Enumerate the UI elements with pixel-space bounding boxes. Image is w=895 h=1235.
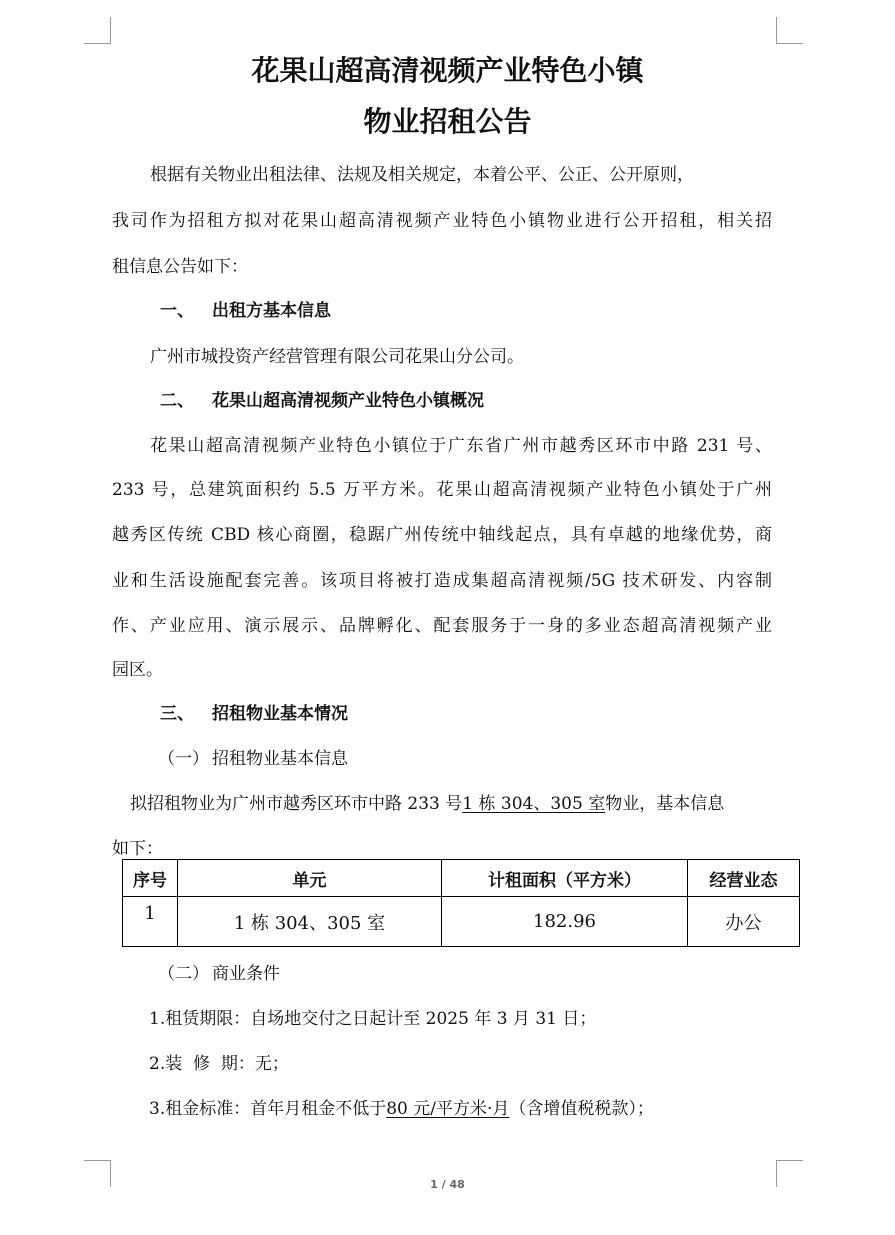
intro-line-3: 租信息公告如下： — [112, 257, 248, 277]
section-2-title: 花果山超高清视频产业特色小镇概况 — [212, 391, 484, 411]
section-2-number: 二、 — [160, 391, 194, 411]
property-desc-line-2: 如下： — [112, 839, 163, 859]
cell-area: 182.96 — [442, 897, 688, 947]
crop-mark-top-left — [84, 17, 111, 44]
cell-unit: 1 栋 304、305 室 — [178, 897, 442, 947]
term-item-renovation: 2.装 修 期：无； — [149, 1054, 289, 1074]
header-area: 计租面积（平方米） — [442, 860, 688, 897]
intro-line-1: 根据有关物业出租法律、法规及相关规定，本着公平、公正、公开原则， — [150, 165, 694, 185]
subsection-1-title: 招租物业基本信息 — [212, 749, 348, 769]
section-2-line-5: 作、产业应用、演示展示、品牌孵化、配套服务于一身的多业态超高清视频产业 — [112, 616, 772, 636]
subsection-1-number: （一） — [158, 749, 209, 769]
subsection-2-title: 商业条件 — [212, 964, 280, 984]
page-number: 1 / 48 — [430, 1178, 465, 1191]
cell-business-type: 办公 — [688, 897, 800, 947]
section-1-heading — [160, 296, 331, 321]
section-2-heading — [160, 386, 484, 411]
property-unit-underlined: 1 栋 304、305 室 — [462, 794, 606, 814]
section-1-number: 一、 — [160, 301, 194, 321]
property-desc-suffix: 物业，基本信息 — [605, 794, 725, 814]
section-2-line-4: 业和生活设施配套完善。该项目将被打造成集超高清视频/5G 技术研发、内容制 — [112, 571, 772, 591]
section-3-number: 三、 — [160, 704, 194, 724]
subsection-2-heading — [158, 959, 280, 984]
table-row — [123, 897, 800, 947]
term-item-rent — [149, 1094, 654, 1119]
rent-suffix: （含增值税税款）； — [509, 1099, 654, 1119]
section-2-line-2: 233 号，总建筑面积约 5.5 万平方米。花果山超高清视频产业特色小镇处于广州 — [112, 480, 772, 500]
subsection-2-number: （二） — [158, 964, 209, 984]
property-description — [130, 789, 724, 814]
section-2-line-1: 花果山超高清视频产业特色小镇位于广东省广州市越秀区环市中路 231 号、 — [150, 436, 772, 456]
property-info-table — [122, 859, 800, 947]
section-1-body: 广州市城投资产经营管理有限公司花果山分公司。 — [150, 347, 524, 367]
section-3-title: 招租物业基本情况 — [212, 704, 348, 724]
term-item-lease-period: 1.租赁期限：自场地交付之日起计至 2025 年 3 月 31 日； — [149, 1009, 597, 1029]
document-title: 花果山超高清视频产业特色小镇 — [251, 54, 644, 87]
document-subtitle: 物业招租公告 — [363, 105, 532, 138]
rent-prefix: 3.租金标准：首年月租金不低于 — [149, 1099, 387, 1119]
table-header-row — [123, 860, 800, 897]
rent-amount-underlined: 80 元/平方米·月 — [386, 1099, 510, 1119]
section-1-title: 出租方基本信息 — [212, 301, 331, 321]
section-3-heading — [160, 699, 348, 724]
header-serial: 序号 — [123, 860, 178, 897]
header-business-type: 经营业态 — [688, 860, 800, 897]
intro-line-2: 我司作为招租方拟对花果山超高清视频产业特色小镇物业进行公开招租，相关招 — [112, 211, 772, 231]
subsection-1-heading — [158, 744, 348, 769]
crop-mark-top-right — [776, 17, 803, 44]
header-unit: 单元 — [178, 860, 442, 897]
cell-serial: 1 — [123, 897, 178, 947]
property-desc-prefix: 拟招租物业为广州市越秀区环市中路 233 号 — [130, 794, 463, 814]
section-2-line-3: 越秀区传统 CBD 核心商圈，稳踞广州传统中轴线起点，具有卓越的地缘优势，商 — [112, 525, 772, 545]
section-2-line-6: 园区。 — [112, 660, 163, 680]
